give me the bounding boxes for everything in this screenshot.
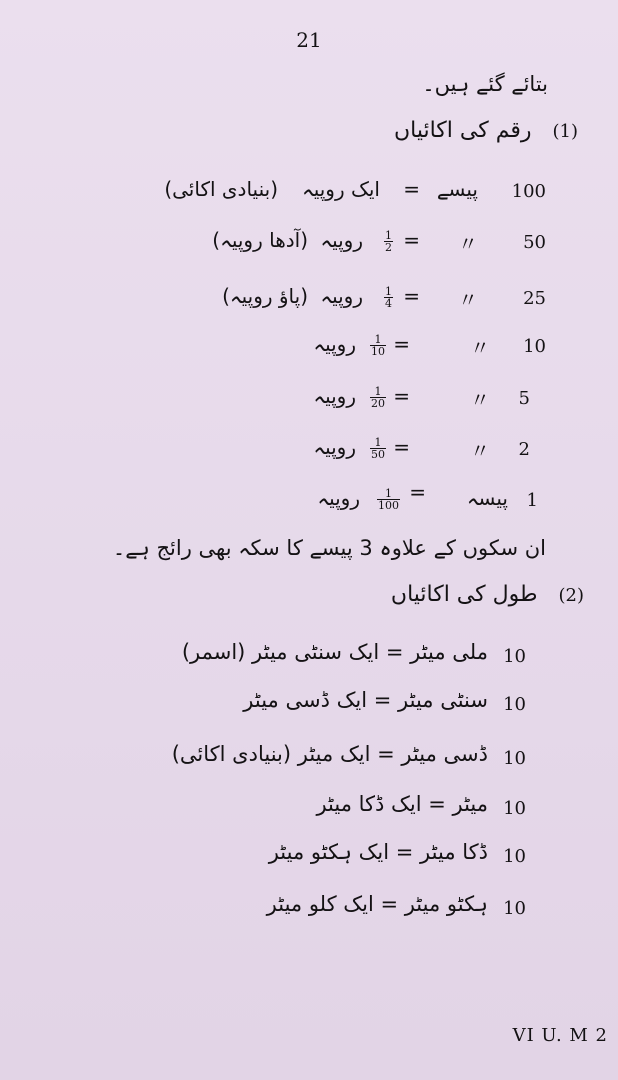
row-number: 10 (503, 646, 526, 667)
fraction-denominator: 10 (371, 345, 385, 358)
row-text: ڈسی میٹر = ایک میٹر (بنیادی اکائی) (171, 742, 488, 766)
length-row (0, 740, 618, 780)
currency-row (0, 480, 618, 524)
row-number: 1 (526, 490, 538, 511)
ditto-mark: 〃 (470, 439, 490, 463)
length-row (0, 638, 618, 678)
currency-heading-text: رقم کی اکائیاں (393, 118, 532, 143)
footer-signature: VI U. M 2 (512, 1025, 608, 1046)
currency-row (0, 330, 618, 370)
length-heading-text: طول کی اکائیاں (390, 582, 538, 607)
row-unit: روپیہ (320, 228, 363, 252)
intro-text: بتائے گئے ہیں۔ (422, 72, 548, 96)
fraction (370, 332, 386, 357)
length-row (0, 790, 618, 830)
fraction-denominator: 20 (371, 397, 385, 410)
row-text: ہکٹو میٹر = ایک کلو میٹر (266, 892, 488, 916)
row-number: 100 (511, 181, 546, 202)
fraction (370, 435, 386, 460)
length-row (0, 838, 618, 878)
fraction (377, 486, 400, 511)
row-unit: روپیہ (317, 486, 360, 510)
equals-sign: = (403, 228, 420, 252)
currency-row (0, 382, 618, 422)
row-subunit: پیسہ (466, 486, 508, 510)
row-unit: ایک روپیہ (301, 177, 380, 201)
row-number: 10 (503, 898, 526, 919)
row-unit: روپیہ (313, 384, 356, 408)
fraction (384, 284, 393, 309)
fraction-numerator: 1 (385, 229, 392, 242)
currency-heading-number: (1) (552, 121, 578, 142)
currency-row (0, 226, 618, 266)
currency-row (0, 175, 618, 215)
ditto-mark: 〃 (458, 288, 478, 312)
row-note: (آدھا روپیہ) (212, 228, 308, 252)
fraction-numerator: 1 (377, 488, 400, 500)
equals-sign: = (393, 435, 410, 459)
ditto-mark: 〃 (458, 232, 478, 256)
ditto-mark: 〃 (470, 336, 490, 360)
fraction (370, 384, 386, 409)
fraction-numerator: 1 (385, 285, 392, 298)
currency-row (0, 282, 618, 322)
equals-sign: = (403, 177, 420, 201)
fraction-denominator: 100 (378, 499, 399, 512)
row-text: ڈکا میٹر = ایک ہکٹو میٹر (268, 840, 488, 864)
fraction-numerator: 1 (370, 334, 386, 346)
currency-row (0, 433, 618, 473)
row-text: ملی میٹر = ایک سنٹی میٹر (اسمر) (181, 640, 488, 664)
row-number: 50 (523, 232, 546, 253)
equals-sign: = (393, 384, 410, 408)
row-number: 5 (518, 388, 530, 409)
length-heading (391, 582, 584, 607)
row-unit: روپیہ (320, 284, 363, 308)
row-unit: روپیہ (313, 435, 356, 459)
equals-sign: = (403, 284, 420, 308)
coin-note: ان سکوں کے علاوہ 3 پیسے کا سکہ بھی رائج ہے۔ (112, 536, 546, 560)
row-number: 10 (503, 748, 526, 769)
fraction-denominator: 2 (385, 241, 392, 254)
row-text: سنٹی میٹر = ایک ڈسی میٹر (243, 688, 488, 712)
row-text: میٹر = ایک ڈکا میٹر (316, 792, 488, 816)
page-number: 21 (296, 28, 322, 52)
row-subunit: پیسے (436, 177, 478, 201)
row-number: 10 (523, 336, 546, 357)
length-heading-number: (2) (558, 585, 584, 606)
equals-sign: = (409, 480, 426, 504)
currency-heading (394, 118, 578, 143)
length-row (0, 686, 618, 726)
ditto-mark: 〃 (470, 388, 490, 412)
row-number: 2 (518, 439, 530, 460)
row-unit: روپیہ (313, 332, 356, 356)
row-number: 25 (523, 288, 546, 309)
fraction-denominator: 50 (371, 448, 385, 461)
fraction-denominator: 4 (385, 297, 392, 310)
row-number: 10 (503, 798, 526, 819)
row-note: (پاؤ روپیہ) (222, 284, 308, 308)
equals-sign: = (393, 332, 410, 356)
length-row (0, 890, 618, 930)
fraction-numerator: 1 (370, 437, 386, 449)
fraction-numerator: 1 (370, 386, 386, 398)
row-number: 10 (503, 694, 526, 715)
row-number: 10 (503, 846, 526, 867)
fraction (384, 228, 393, 253)
row-note: (بنیادی اکائی) (164, 177, 278, 201)
